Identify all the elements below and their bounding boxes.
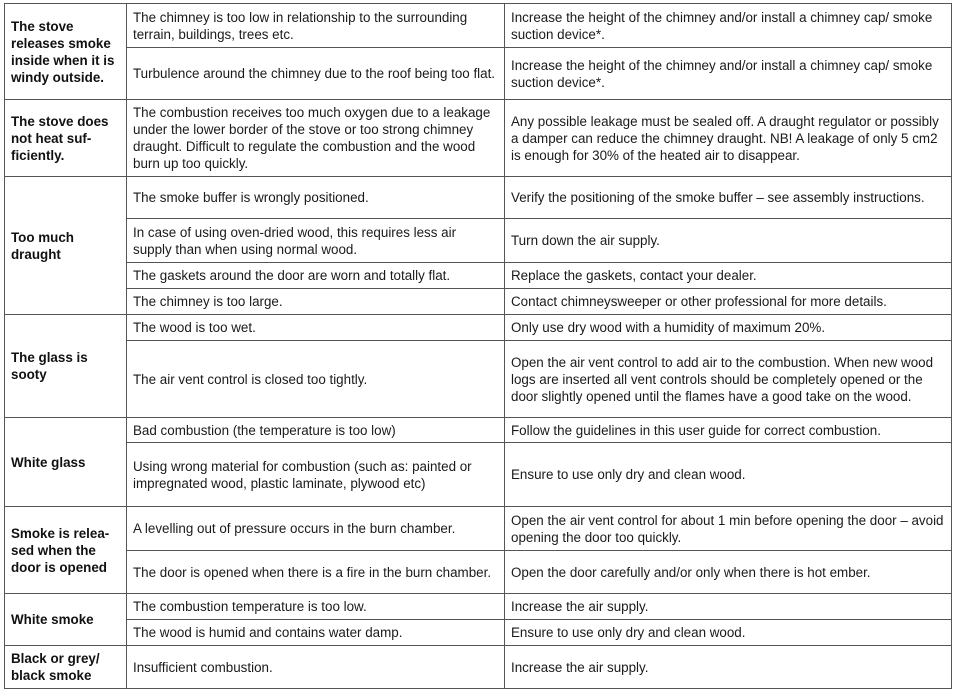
cause-cell: In case of using oven-dried wood, this requires less air supply than when using normal wood.: [127, 219, 505, 263]
table-row: [5, 594, 952, 620]
problem-cell: The stove releases smoke inside when it is windy outside.: [5, 4, 127, 100]
table-row: [5, 443, 952, 507]
cause-cell: The combustion temperature is too low.: [127, 594, 505, 620]
cause-cell: A levelling out of pressure occurs in the burn chamber.: [127, 507, 505, 551]
remedy-cell: Only use dry wood with a humidity of maximum 20%.: [505, 315, 952, 341]
cause-cell: The chimney is too large.: [127, 289, 505, 315]
cause-cell: The smoke buffer is wrongly positioned.: [127, 177, 505, 219]
remedy-cell: Follow the guidelines in this user guide for correct combustion.: [505, 418, 952, 443]
table-row: [5, 263, 952, 289]
problem-cell: The glass is sooty: [5, 315, 127, 418]
troubleshooting-table: [4, 3, 952, 689]
table-row: [5, 418, 952, 443]
table-row: [5, 100, 952, 177]
problem-cell: White smoke: [5, 594, 127, 646]
table-row: [5, 620, 952, 646]
table-row: [5, 48, 952, 100]
table-row: [5, 4, 952, 48]
remedy-cell: Open the air vent control for about 1 min before opening the door – avoid opening the door too quickly.: [505, 507, 952, 551]
remedy-cell: Turn down the air supply.: [505, 219, 952, 263]
cause-cell: Bad combustion (the temperature is too low): [127, 418, 505, 443]
cause-cell: The chimney is too low in relationship to the surrounding terrain, buildings, trees etc.: [127, 4, 505, 48]
problem-cell: The stove does not heat sufficiently.: [5, 100, 127, 177]
cause-cell: Insufficient combustion.: [127, 646, 505, 689]
table-row: [5, 341, 952, 418]
cause-cell: Turbulence around the chimney due to the roof being too flat.: [127, 48, 505, 100]
table-row: [5, 219, 952, 263]
table-row: [5, 315, 952, 341]
remedy-cell: Ensure to use only dry and clean wood.: [505, 620, 952, 646]
problem-cell: Smoke is released when the door is opened: [5, 507, 127, 594]
remedy-cell: Verify the positioning of the smoke buffer – see assembly instructions.: [505, 177, 952, 219]
remedy-cell: Increase the height of the chimney and/or install a chimney cap/ smoke suction device*.: [505, 48, 952, 100]
remedy-cell: Increase the air supply.: [505, 594, 952, 620]
remedy-cell: Increase the air supply.: [505, 646, 952, 689]
remedy-cell: Ensure to use only dry and clean wood.: [505, 443, 952, 507]
remedy-cell: Any possible leakage must be sealed off. A draught regulator or possibly a damper can reduce the chimney draught. NB! A leakage of only 5 cm2 is enough for 30% of the heated air to disappear.: [505, 100, 952, 177]
cause-cell: The door is opened when there is a fire in the burn chamber.: [127, 551, 505, 594]
remedy-cell: Open the air vent control to add air to the combustion. When new wood logs are inserted all vent controls should be completely opened or the door slightly opened until the flames have a good take on the wood.: [505, 341, 952, 418]
troubleshooting-table-body: [5, 4, 952, 689]
cause-cell: Using wrong material for combustion (such as: painted or impregnated wood, plastic laminate, plywood etc): [127, 443, 505, 507]
problem-cell: Black or grey/ black smoke: [5, 646, 127, 689]
cause-cell: The wood is too wet.: [127, 315, 505, 341]
remedy-cell: Contact chimneysweeper or other professional for more details.: [505, 289, 952, 315]
table-row: [5, 289, 952, 315]
table-row: [5, 507, 952, 551]
cause-cell: The combustion receives too much oxygen due to a leakage under the lower border of the stove or too strong chimney draught. Difficult to regulate the combustion and the wood burn up too quickly.: [127, 100, 505, 177]
table-row: [5, 177, 952, 219]
cause-cell: The gaskets around the door are worn and totally flat.: [127, 263, 505, 289]
cause-cell: The wood is humid and contains water damp.: [127, 620, 505, 646]
table-row: [5, 646, 952, 689]
remedy-cell: Open the door carefully and/or only when there is hot ember.: [505, 551, 952, 594]
table-row: [5, 551, 952, 594]
problem-cell: White glass: [5, 418, 127, 507]
problem-cell: Too much draught: [5, 177, 127, 315]
cause-cell: The air vent control is closed too tightly.: [127, 341, 505, 418]
remedy-cell: Replace the gaskets, contact your dealer.: [505, 263, 952, 289]
remedy-cell: Increase the height of the chimney and/or install a chimney cap/ smoke suction device*.: [505, 4, 952, 48]
